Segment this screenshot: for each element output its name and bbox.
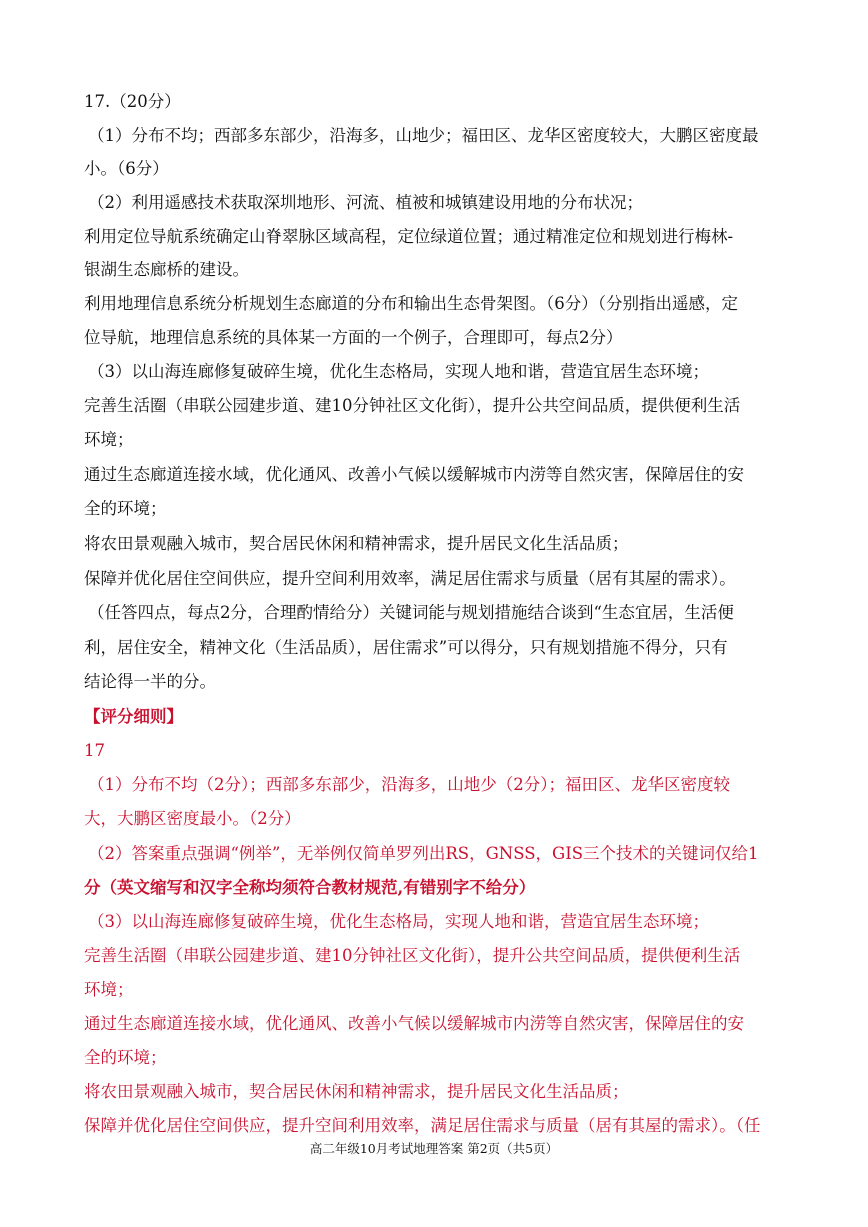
rubric-part3-line5: 全的环境； [84, 1048, 167, 1067]
answer-part2-line3: 银湖生态廊桥的建设。 [84, 260, 249, 279]
rubric-part2-line1: （2）答案重点强调“例举”，无举例仅简单罗列出RS，GNSS，GIS三个技术的关键词仅给1 [88, 844, 759, 863]
answer-part3-line8: （任答四点，每点2分，合理酌情给分）关键词能与规划措施结合谈到“生态宜居，生活便 [88, 603, 734, 622]
rubric-part3-line4: 通过生态廊道连接水域，优化通风、改善小气候以缓解城市内涝等自然灾害，保障居住的安 [84, 1014, 744, 1033]
answer-part2-line2: 利用定位导航系统确定山脊翠脉区域高程，定位绿道位置；通过精准定位和规划进行梅林- [84, 227, 734, 246]
answer-part3-line2: 完善生活圈（串联公园建步道、建10分钟社区文化街），提升公共空间品质，提供便利生活 [84, 396, 741, 415]
answer-part3-line6: 将农田景观融入城市，契合居民休闲和精神需求，提升居民文化生活品质； [84, 534, 629, 553]
answer-part3-line3: 环境； [84, 430, 134, 449]
answer-part3-line4: 通过生态廊道连接水域，优化通风、改善小气候以缓解城市内涝等自然灾害，保障居住的安 [84, 465, 744, 484]
rubric-part3-line3: 环境； [84, 980, 134, 999]
rubric-part1-line1: （1）分布不均（2分）；西部多东部少，沿海多，山地少（2分）；福田区、龙华区密度较 [88, 775, 730, 794]
rubric-part3-line6: 将农田景观融入城市，契合居民休闲和精神需求，提升居民文化生活品质； [84, 1082, 629, 1101]
answer-part2-line1: （2）利用遥感技术获取深圳地形、河流、植被和城镇建设用地的分布状况； [88, 193, 643, 212]
rubric-title: 【评分细则】 [84, 707, 183, 726]
answer-part3-line7: 保障并优化居住空间供应，提升空间利用效率，满足居住需求与质量（居有其屋的需求）。 [84, 569, 736, 588]
rubric-question-number: 17 [84, 741, 105, 760]
rubric-part3-line2: 完善生活圈（串联公园建步道、建10分钟社区文化街），提升公共空间品质，提供便利生活 [84, 946, 741, 965]
answer-part3-line1: （3）以山海连廊修复破碎生境，优化生态格局，实现人地和谐，营造宜居生态环境； [88, 362, 709, 381]
rubric-part3-line1: （3）以山海连廊修复破碎生境，优化生态格局，实现人地和谐，营造宜居生态环境； [88, 912, 709, 931]
rubric-part1-line2: 大，大鹏区密度最小。（2分） [84, 809, 301, 828]
answer-part1-line2: 小。（6分） [84, 159, 169, 178]
answer-part2-line4: 利用地理信息系统分析规划生态廊道的分布和输出生态骨架图。（6分）（分别指出遥感，定 [84, 294, 738, 313]
answer-part3-line10: 结论得一半的分。 [84, 672, 216, 691]
answer-part3-line5: 全的环境； [84, 499, 167, 518]
answer-part3-line9: 利，居住安全，精神文化（生活品质），居住需求”可以得分，只有规划措施不得分，只有 [84, 638, 728, 657]
question-17-header: 17.（20分） [84, 92, 181, 111]
answer-part1-line1: （1）分布不均；西部多东部少，沿海多，山地少；福田区、龙华区密度较大，大鹏区密度最 [88, 126, 759, 145]
page-footer: 高二年级10月考试地理答案 第2页（共5页） [309, 1141, 559, 1156]
answer-part2-line5: 位导航，地理信息系统的具体某一方面的一个例子，合理即可，每点2分） [84, 328, 623, 347]
rubric-part2-line2: 分（英文缩写和汉字全称均须符合教材规范,有错别字不给分） [84, 878, 536, 897]
rubric-part3-line7: 保障并优化居住空间供应，提升空间利用效率，满足居住需求与质量（居有其屋的需求）。（任 [84, 1116, 761, 1135]
